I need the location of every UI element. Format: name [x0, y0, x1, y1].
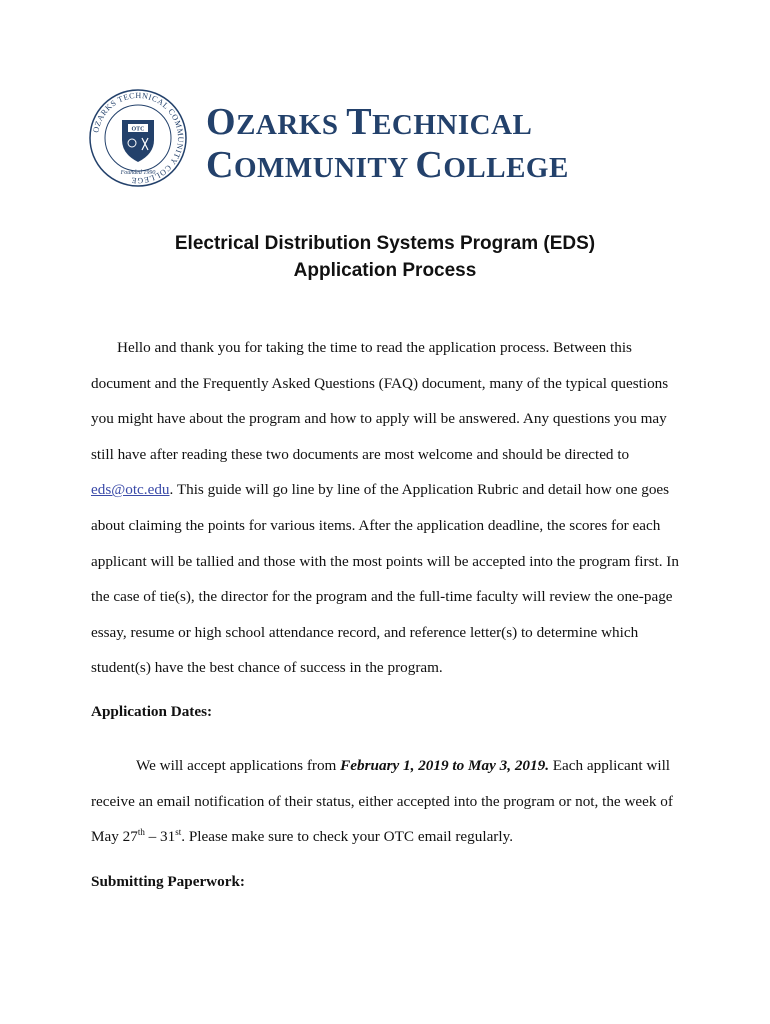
intro-paragraph: Hello and thank you for taking the time to read the application process. Between this document and the Frequently Asked Questions (FAQ) document, many of the typical questions you might have about the program and how to apply will be answered. Any questions you may still have after reading these two documents are most welcome and should be directed to eds@otc.edu. This guide will go line by line of the Application Rubric and detail how one goes about claiming the points for various items. After the application deadline, the scores for each applicant will be tallied and those with the most points will be accepted into the program first. In the case of tie(s), the director for the program and the full-time faculty will review the one-page essay, resume or high school attendance record, and reference letter(s) to determine which student(s) have the best chance of success in the program. [91, 339, 679, 677]
wordmark-line-1: OZARKS TECHNICAL [206, 101, 533, 143]
svg-text:OTC: OTC [131, 126, 145, 133]
application-date-range: February 1, 2019 to May 3, 2019. [340, 757, 549, 774]
svg-text:OZARKS TECHNICAL COMMUNITY COL: OZARKS TECHNICAL COMMUNITY COLLEGE [91, 90, 186, 186]
wordmark-line-2: COMMUNITY COLLEGE [206, 144, 569, 186]
application-dates-heading: Application Dates: [91, 703, 213, 720]
document-title: Electrical Distribution Systems Program (EDS) [174, 233, 596, 254]
svg-text:Founded 1990: Founded 1990 [120, 170, 156, 176]
college-wordmark [206, 102, 626, 188]
application-dates-paragraph: We will accept applications from February 1, 2019 to May 3, 2019. Each applicant will receive an email notification of their status, either accepted into the program or not, the week of May 27th – 31st. Please make sure to check your OTC email regularly. [91, 757, 673, 846]
college-seal-logo [88, 88, 188, 188]
submitting-paperwork-heading: Submitting Paperwork: [91, 873, 245, 890]
email-link[interactable]: eds@otc.edu [91, 481, 170, 499]
document-subtitle: Application Process [293, 260, 477, 281]
